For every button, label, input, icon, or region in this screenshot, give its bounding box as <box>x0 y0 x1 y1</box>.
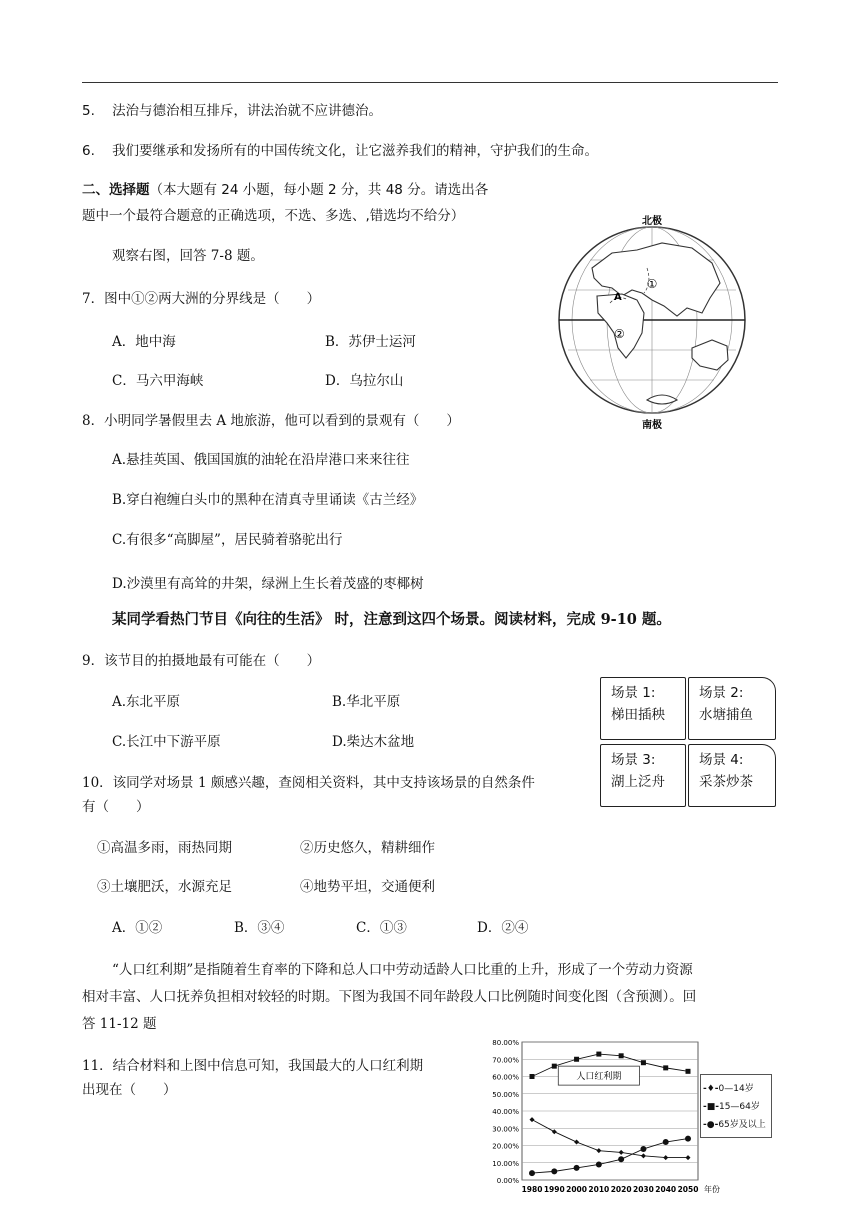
data-point <box>663 1139 669 1145</box>
q8-option-c: C.有很多“高脚屋”，居民骑着骆驼出行 <box>112 532 343 548</box>
item-text: 法治与德治相互排斥，讲法治就不应讲德治。 <box>112 103 383 119</box>
y-tick-label: 30.00% <box>492 1125 519 1134</box>
section-2-desc-line2: 题中一个最符合题意的正确选项，不选、多选、,错选均不给分） <box>82 208 465 224</box>
tf-item-5 <box>82 101 382 121</box>
q9-stem: 9．该节目的拍摄地最有可能在（ ） <box>82 653 321 669</box>
q8-stem: 8．小明同学暑假里去 A 地旅游，他可以看到的景观有（ ） <box>82 413 460 429</box>
intro-9-10: 某同学看热门节目《向往的生活》 时，注意到这四个场景。阅读材料，完成 9-10 题。 <box>112 611 671 628</box>
q10-item-2: ②历史悠久，精耕细作 <box>300 840 435 856</box>
intro-7-8: 观察右图，回答 7-8 题。 <box>112 248 264 264</box>
data-point <box>686 1155 691 1160</box>
continent-label-2: ② <box>614 327 625 341</box>
data-point <box>619 1053 624 1058</box>
q10-option-c: C．①③ <box>356 920 407 936</box>
q11-stem-line2: 出现在（ ） <box>82 1082 177 1098</box>
q10-option-d: D．②④ <box>477 920 529 936</box>
y-tick-label: 10.00% <box>492 1159 519 1168</box>
data-point <box>596 1148 601 1153</box>
intro-11-12-line3: 答 11-12 题 <box>82 1016 157 1032</box>
data-point <box>686 1069 691 1074</box>
scene-1-box <box>600 677 686 740</box>
scene-title: 场景 3: <box>611 752 656 768</box>
chart-legend <box>700 1074 772 1138</box>
legend-item-15-64: -■-15—64岁 <box>703 1102 760 1112</box>
q10-option-a: A．①② <box>112 920 163 936</box>
q9-option-b: B.华北平原 <box>332 694 401 710</box>
section-2-header <box>82 180 488 200</box>
q7-option-c: C．马六甲海峡 <box>112 373 204 389</box>
x-tick-label: 1990 <box>543 1185 565 1194</box>
q9-option-a: A.东北平原 <box>112 694 181 710</box>
data-point <box>551 1168 557 1174</box>
y-tick-label: 70.00% <box>492 1056 519 1065</box>
data-point <box>574 1057 579 1062</box>
data-point <box>530 1117 535 1122</box>
section-desc: （本大题有 24 小题，每小题 2 分，共 48 分。请选出各 <box>149 182 489 198</box>
north-pole-label: 北极 <box>642 216 662 227</box>
y-tick-label: 80.00% <box>492 1039 519 1047</box>
data-point <box>640 1146 646 1152</box>
y-tick-label: 50.00% <box>492 1090 519 1099</box>
data-point <box>596 1161 602 1167</box>
data-point <box>641 1153 646 1158</box>
scene-title: 场景 4: <box>699 752 744 768</box>
data-point <box>552 1064 557 1069</box>
x-tick-label: 2040 <box>655 1185 677 1194</box>
q7-option-d: D．乌拉尔山 <box>325 373 404 389</box>
q9-option-c: C.长江中下游平原 <box>112 734 221 750</box>
data-point <box>530 1074 535 1079</box>
y-tick-label: 0.00% <box>496 1177 519 1185</box>
q8-option-b: B.穿白袍缠白头巾的黑种在清真寺里诵读《古兰经》 <box>112 492 424 508</box>
scene-desc: 梯田插秧 <box>611 707 665 723</box>
item-text: 我们要继承和发扬所有的中国传统文化，让它滋养我们的精神，守护我们的生命。 <box>112 143 599 159</box>
q7-option-a: A．地中海 <box>112 334 176 350</box>
q10-item-1: ①高温多雨，雨热同期 <box>97 840 232 856</box>
q10-item-4: ④地势平坦，交通便利 <box>300 879 435 895</box>
intro-11-12-line2: 相对丰富、人口抚养负担相对较轻的时期。下图为我国不同年龄段人口比例随时间变化图（含预测）。回 <box>82 989 697 1005</box>
scene-4-box <box>688 744 776 807</box>
y-tick-label: 60.00% <box>492 1073 519 1082</box>
scene-title: 场景 2: <box>699 685 744 701</box>
scene-title: 场景 1: <box>611 685 656 701</box>
y-tick-label: 40.00% <box>492 1108 519 1116</box>
data-point <box>574 1140 579 1145</box>
legend-item-0-14: -♦-0—14岁 <box>703 1084 754 1094</box>
q8-option-d: D.沙漠里有高耸的井架，绿洲上生长着茂盛的枣椰树 <box>112 576 424 592</box>
x-tick-label: 2000 <box>566 1185 588 1194</box>
intro-11-12-line1: “人口红利期”是指随着生育率的下降和总人口中劳动适龄人口比重的上升，形成了一个劳动力资源 <box>112 962 693 978</box>
data-point <box>641 1060 646 1065</box>
legend-label: 15—64岁 <box>718 1102 760 1112</box>
q9-option-d: D.柴达木盆地 <box>332 734 415 750</box>
header-rule <box>82 82 778 83</box>
scene-desc: 湖上泛舟 <box>611 774 665 790</box>
data-point <box>619 1150 624 1155</box>
x-tick-label: 2010 <box>588 1185 610 1194</box>
data-point <box>596 1052 601 1057</box>
south-pole-label: 南极 <box>642 420 662 431</box>
data-point <box>663 1065 668 1070</box>
x-tick-label: 2050 <box>677 1185 699 1194</box>
legend-label: 65岁及以上 <box>718 1120 766 1130</box>
data-point <box>685 1136 691 1142</box>
data-point <box>618 1156 624 1162</box>
scene-3-box <box>600 744 686 807</box>
scene-desc: 采茶炒茶 <box>699 774 753 790</box>
legend-label: 0—14岁 <box>718 1084 754 1094</box>
x-tick-label: 2020 <box>610 1185 632 1194</box>
y-tick-label: 20.00% <box>492 1142 519 1151</box>
q10-option-b: B．③④ <box>234 920 285 936</box>
item-number: 5. <box>82 103 95 119</box>
item-number: 6. <box>82 143 95 159</box>
q10-stem-line1: 10．该同学对场景 1 颇感兴趣，查阅相关资料，其中支持该场景的自然条件 <box>82 775 535 791</box>
scene-desc: 水塘捕鱼 <box>699 707 753 723</box>
continent-label-1: ① <box>646 277 658 291</box>
x-tick-label: 2030 <box>632 1185 654 1194</box>
q10-stem-line2: 有（ ） <box>82 799 150 815</box>
q10-item-3: ③土壤肥沃，水源充足 <box>97 879 232 895</box>
q7-option-b: B．苏伊士运河 <box>325 334 416 350</box>
globe-figure <box>552 208 752 433</box>
section-title: 二、选择题 <box>82 182 150 198</box>
chart-annotation: 人口红利期 <box>576 1072 622 1083</box>
q11-stem-line1: 11．结合材料和上图中信息可知，我国最大的人口红利期 <box>82 1058 424 1074</box>
data-point <box>663 1155 668 1160</box>
q7-stem: 7．图中①②两大洲的分界线是（ ） <box>82 291 321 307</box>
tf-item-6 <box>82 141 598 161</box>
data-point <box>574 1165 580 1171</box>
q8-option-a: A.悬挂英国、俄国国旗的油轮在沿岸港口来来往往 <box>112 452 410 468</box>
series-line-0 <box>532 1120 688 1158</box>
legend-item-65plus: -●-65岁及以上 <box>703 1120 766 1130</box>
x-tick-label: 1980 <box>521 1185 543 1194</box>
data-point <box>552 1129 557 1134</box>
x-axis-label: 年份 <box>704 1185 720 1194</box>
location-label-a: A <box>614 292 622 303</box>
data-point <box>529 1170 535 1176</box>
scene-2-box <box>688 677 776 740</box>
